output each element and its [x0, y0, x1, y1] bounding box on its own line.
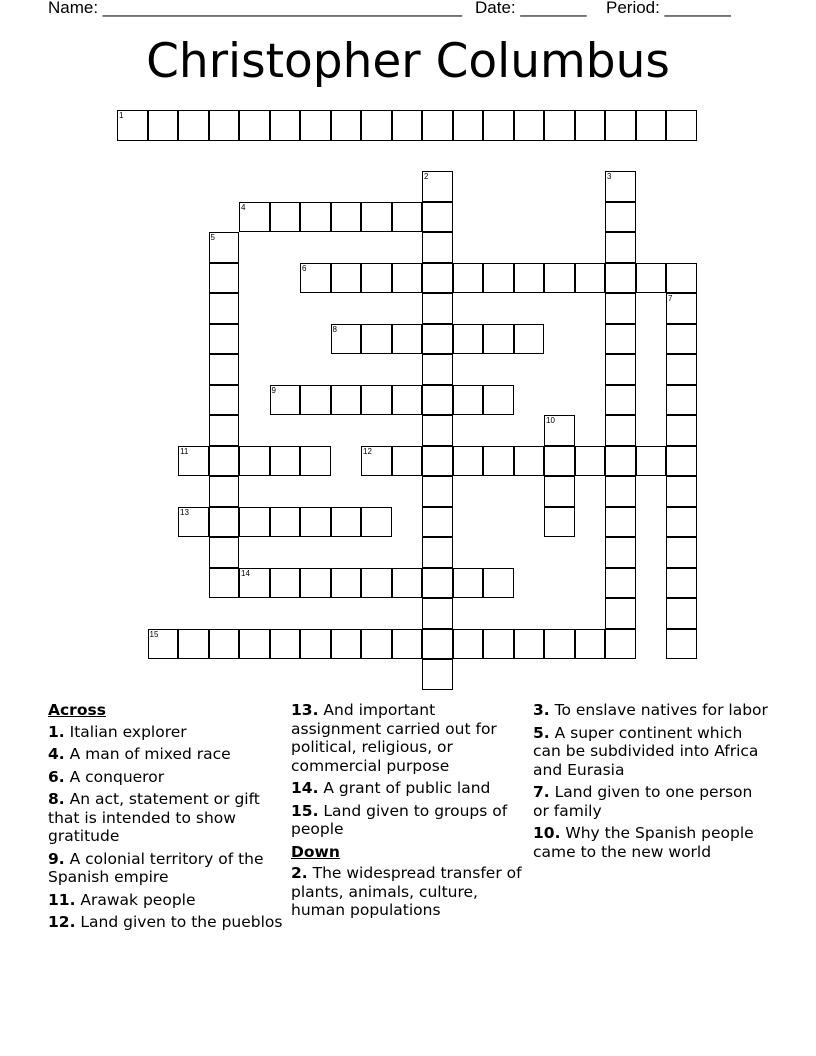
- grid-cell[interactable]: [422, 293, 453, 324]
- grid-cell[interactable]: [605, 263, 636, 294]
- grid-cell[interactable]: [392, 202, 423, 233]
- grid-cell[interactable]: [331, 263, 362, 294]
- grid-cell[interactable]: [300, 568, 331, 599]
- clue-number-15: 15: [149, 629, 159, 639]
- clue-number-1: 1: [119, 111, 124, 120]
- grid-cell[interactable]: [666, 385, 697, 416]
- grid-cell[interactable]: [453, 385, 484, 416]
- grid-cell[interactable]: [575, 110, 606, 141]
- grid-cell[interactable]: [483, 110, 514, 141]
- clue-15: 15. Land given to groups of people: [291, 801, 508, 838]
- grid-cell[interactable]: [605, 110, 636, 141]
- clue-number-12: 12: [363, 446, 372, 456]
- grid-cell[interactable]: [666, 110, 697, 141]
- period-field[interactable]: Period: _______: [606, 0, 731, 17]
- grid-cell[interactable]: [514, 263, 545, 294]
- grid-cell[interactable]: [392, 263, 423, 294]
- grid-cell[interactable]: [422, 507, 453, 538]
- grid-cell[interactable]: [209, 293, 240, 324]
- grid-cell[interactable]: [422, 568, 453, 599]
- grid-cell[interactable]: [392, 324, 423, 355]
- grid-cell[interactable]: [361, 110, 392, 141]
- grid-cell[interactable]: [422, 659, 453, 690]
- clue-number-9: 9: [271, 385, 276, 395]
- grid-cell[interactable]: [666, 324, 697, 355]
- grid-cell[interactable]: [666, 537, 697, 568]
- grid-cell[interactable]: [605, 293, 636, 324]
- grid-cell[interactable]: [331, 202, 362, 233]
- grid-cell[interactable]: [483, 446, 514, 477]
- grid-cell[interactable]: [605, 507, 636, 538]
- grid-cell[interactable]: [209, 476, 240, 507]
- grid-cell[interactable]: [422, 354, 453, 385]
- grid-cell[interactable]: [666, 568, 697, 599]
- grid-cell[interactable]: [575, 629, 606, 660]
- grid-cell[interactable]: [422, 446, 453, 477]
- grid-cell[interactable]: [636, 110, 667, 141]
- grid-cell[interactable]: [392, 385, 423, 416]
- clue-11: 11. Arawak people: [48, 890, 196, 909]
- grid-cell[interactable]: [483, 324, 514, 355]
- grid-cell[interactable]: [239, 507, 270, 538]
- grid-cell[interactable]: [483, 385, 514, 416]
- grid-cell[interactable]: [209, 263, 240, 294]
- grid-cell[interactable]: [453, 446, 484, 477]
- grid-cell[interactable]: [361, 324, 392, 355]
- grid-cell[interactable]: [575, 446, 606, 477]
- clue-number-3: 3: [607, 172, 612, 181]
- grid-cell[interactable]: [422, 537, 453, 568]
- grid-cell[interactable]: [270, 446, 301, 477]
- clue-number-5: 5: [210, 233, 215, 242]
- clue-4: 4. A man of mixed race: [48, 745, 231, 763]
- grid-cell[interactable]: [209, 324, 240, 355]
- grid-cell[interactable]: [331, 385, 362, 416]
- grid-cell[interactable]: [514, 446, 545, 477]
- grid-cell[interactable]: [666, 263, 697, 294]
- grid-cell[interactable]: [239, 629, 270, 660]
- grid-cell[interactable]: [483, 263, 514, 294]
- clue-9: 9. A colonial territory of the Spanish empire: [48, 849, 264, 886]
- grid-cell[interactable]: [514, 324, 545, 355]
- grid-cell[interactable]: [605, 202, 636, 233]
- clue-number-2: 2: [424, 172, 429, 181]
- clue-13: 13. And important assignment carried out for political, religious, or commercial purpose: [291, 701, 497, 775]
- grid-cell[interactable]: [605, 354, 636, 385]
- grid-cell[interactable]: [300, 446, 331, 477]
- grid-cell[interactable]: [605, 537, 636, 568]
- grid-cell[interactable]: [666, 507, 697, 538]
- grid-cell[interactable]: [422, 232, 453, 263]
- grid-cell[interactable]: [270, 110, 301, 141]
- grid-cell[interactable]: [605, 476, 636, 507]
- grid-cell[interactable]: [483, 629, 514, 660]
- grid-cell[interactable]: [605, 629, 636, 660]
- clue-7: 7. Land given to one person or family: [533, 783, 753, 820]
- grid-cell[interactable]: [453, 324, 484, 355]
- clue-number-11: 11: [180, 446, 189, 456]
- grid-cell[interactable]: [300, 385, 331, 416]
- grid-cell[interactable]: [361, 568, 392, 599]
- grid-cell[interactable]: [331, 568, 362, 599]
- grid-cell[interactable]: [514, 629, 545, 660]
- grid-cell[interactable]: [361, 507, 392, 538]
- grid-cell[interactable]: [666, 415, 697, 446]
- grid-cell[interactable]: [209, 415, 240, 446]
- grid-cell[interactable]: [422, 476, 453, 507]
- grid-cell[interactable]: [331, 110, 362, 141]
- grid-cell[interactable]: [209, 629, 240, 660]
- grid-cell[interactable]: [209, 385, 240, 416]
- grid-cell[interactable]: [209, 568, 240, 599]
- grid-cell[interactable]: [605, 598, 636, 629]
- grid-cell[interactable]: [544, 446, 575, 477]
- grid-cell[interactable]: [544, 110, 575, 141]
- grid-cell[interactable]: [270, 202, 301, 233]
- grid-cell[interactable]: [666, 446, 697, 477]
- grid-cell[interactable]: [453, 629, 484, 660]
- grid-cell[interactable]: [422, 263, 453, 294]
- grid-cell[interactable]: [636, 263, 667, 294]
- grid-cell[interactable]: [453, 110, 484, 141]
- grid-cell[interactable]: [605, 446, 636, 477]
- grid-cell[interactable]: [575, 263, 606, 294]
- grid-cell[interactable]: [392, 629, 423, 660]
- clue-number-4: 4: [241, 202, 246, 212]
- grid-cell[interactable]: [422, 598, 453, 629]
- grid-cell[interactable]: [544, 507, 575, 538]
- clue-number-14: 14: [241, 568, 250, 578]
- across-heading: Across: [48, 701, 106, 719]
- grid-cell[interactable]: [209, 507, 240, 538]
- clue-10: 10. Why the Spanish people came to the new world: [533, 824, 754, 861]
- grid-cell[interactable]: [544, 629, 575, 660]
- grid-cell[interactable]: [636, 446, 667, 477]
- clue-number-8: 8: [332, 324, 337, 334]
- grid-cell[interactable]: [605, 232, 636, 263]
- grid-cell[interactable]: [422, 629, 453, 660]
- grid-cell[interactable]: [544, 263, 575, 294]
- grid-cell[interactable]: [483, 568, 514, 599]
- grid-cell[interactable]: [453, 263, 484, 294]
- grid-cell[interactable]: [239, 446, 270, 477]
- clue-6: 6. A conqueror: [48, 767, 165, 786]
- grid-cell[interactable]: [422, 110, 453, 141]
- grid-cell[interactable]: [605, 324, 636, 355]
- clue-2: 2. The widespread transfer of plants, animals, culture, human populations: [291, 864, 522, 919]
- grid-cell[interactable]: [422, 415, 453, 446]
- grid-cell[interactable]: [544, 476, 575, 507]
- grid-cell[interactable]: [453, 568, 484, 599]
- grid-cell[interactable]: [178, 110, 209, 141]
- grid-cell[interactable]: [361, 385, 392, 416]
- grid-cell[interactable]: [361, 629, 392, 660]
- grid-cell[interactable]: [209, 446, 240, 477]
- grid-cell[interactable]: [209, 354, 240, 385]
- name-field[interactable]: Name: ______________________________________: [48, 0, 463, 17]
- down-heading: Down: [291, 842, 340, 861]
- grid-cell[interactable]: [422, 202, 453, 233]
- grid-cell[interactable]: [392, 446, 423, 477]
- grid-cell[interactable]: [605, 568, 636, 599]
- grid-cell[interactable]: [148, 110, 179, 141]
- clue-number-7: 7: [668, 294, 673, 303]
- grid-cell[interactable]: [361, 263, 392, 294]
- grid-cell[interactable]: [361, 202, 392, 233]
- clue-3: 3. To enslave natives for labor: [533, 701, 768, 719]
- grid-cell[interactable]: [178, 629, 209, 660]
- grid-cell[interactable]: [300, 110, 331, 141]
- page-title: Christopher Columbus: [146, 34, 670, 89]
- clues-column-3: [533, 701, 769, 865]
- clue-14: 14. A grant of public land: [291, 779, 491, 797]
- clue-5: 5. A super continent which can be subdivided into Africa and Eurasia: [533, 723, 759, 779]
- grid-cell[interactable]: [605, 385, 636, 416]
- clues-column-1: [48, 701, 284, 936]
- clue-number-13: 13: [180, 507, 189, 517]
- grid-cell[interactable]: [422, 324, 453, 355]
- grid-cell[interactable]: [666, 598, 697, 629]
- clue-8: 8. An act, statement or gift that is intended to show gratitude: [48, 790, 260, 845]
- clue-12: 12. Land given to the pueblos: [48, 913, 283, 931]
- grid-cell[interactable]: [270, 507, 301, 538]
- grid-cell[interactable]: [300, 202, 331, 233]
- grid-cell[interactable]: [331, 507, 362, 538]
- grid-cell[interactable]: [666, 354, 697, 385]
- grid-cell[interactable]: [300, 507, 331, 538]
- grid-cell[interactable]: [270, 629, 301, 660]
- clue-1: 1. Italian explorer: [48, 722, 187, 741]
- grid-cell[interactable]: [422, 385, 453, 416]
- grid-cell[interactable]: [209, 110, 240, 141]
- clue-number-10: 10: [546, 416, 555, 425]
- grid-cell[interactable]: [392, 110, 423, 141]
- clue-number-6: 6: [302, 263, 307, 273]
- grid-cell[interactable]: [666, 476, 697, 507]
- clues-column-2: [291, 701, 527, 924]
- grid-cell[interactable]: [514, 110, 545, 141]
- date-field[interactable]: Date: _______: [475, 0, 587, 17]
- grid-cell[interactable]: [239, 110, 270, 141]
- grid-cell[interactable]: [392, 568, 423, 599]
- grid-cell[interactable]: [209, 537, 240, 568]
- grid-cell[interactable]: [605, 415, 636, 446]
- grid-cell[interactable]: [300, 629, 331, 660]
- grid-cell[interactable]: [270, 568, 301, 599]
- grid-cell[interactable]: [666, 629, 697, 660]
- grid-cell[interactable]: [331, 629, 362, 660]
